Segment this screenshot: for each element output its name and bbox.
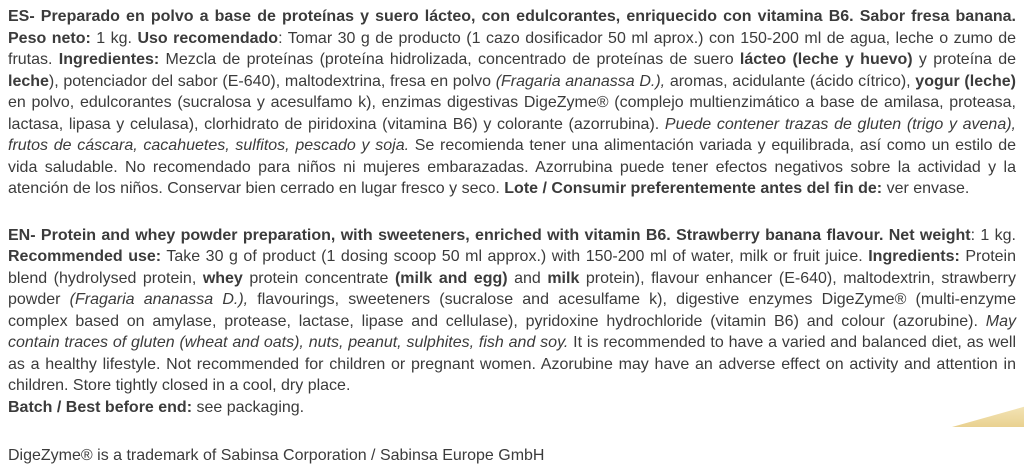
es-ingredients-paragraph: ES- Preparado en polvo a base de proteínas y suero lácteo, con edulcorantes, enriquecido con vitamina B6. Sabor fresa banana. Peso neto: 1 kg. Uso recomendado: Tomar 30 g de producto (1 cazo dosificador 50 ml aprox.) con 150-200 ml de agua, leche o zumo de frutas. Ingredientes: Mezcla de proteínas (proteína hidrolizada, concentrado de proteínas de suero lácteo (leche y huevo) y proteína de leche), potenciador del sabor (E-640), maltodextrina, fresa en polvo (Fragaria ananassa D.), aromas, acidulante (ácido cítrico), yogur (leche) en polvo, edulcorantes (sucralosa y acesulfamo k), enzimas digestivas DigeZyme® (complejo multienzimático a base de amilasa, proteasa, lactasa, lipasa y celulasa), clorhidrato de piridoxina (vitamina B6) y colorante (azorrubina). Puede contener trazas de gluten (trigo y avena), frutos de cáscara, cacahuetes, sulfitos, pescado y soja. Se recomienda tener una alimentación variada y equilibrada, así como un estilo de vida saludable. No recomendado para niños ni mujeres embarazadas. Azorrubina puede tener efectos negativos sobre la actividad y la atención de los niños. Conservar bien cerrado en lugar fresco y seco. Lote / Consumir preferentemente antes del fin de: ver envase. [8,8,1017,197]
trademark-line: DigeZyme® is a trademark of Sabinsa Corporation / Sabinsa Europe GmbH [8,447,545,464]
batch-best-before-line: Batch / Best before end: see packaging. [8,398,305,416]
en-ingredients-paragraph: EN- Protein and whey powder preparation, with sweeteners, enriched with vitamin B6. Strawberry banana flavour. Net weight: 1 kg. Recommended use: Take 30 g of product (1 dosing scoop 50 ml approx.) with 150-200 ml of water, milk or fruit juice. Ingredients: Protein blend (hydrolysed protein, whey protein concentrate (milk and egg) and milk protein), flavour enhancer (E-640), maltodextrin, strawberry powder (Fragaria ananassa D.), flavourings, sweeteners (sucralose and acesulfame k), digestive enzymes DigeZyme® (multi-enzyme complex based on amylase, protease, lactase, lipase and cellulase), pyridoxine hydrochloride (vitamin B6) and colour (azorubine). May contain traces of gluten (wheat and oats), nuts, peanut, sulphites, fish and soy. It is recommended to have a varied and balanced diet, as well as a healthy lifestyle. Not recommended for children or pregnant women. Azorubine may have an adverse effect on activity and attention in children. Store tightly closed in a cool, dry place. [8,226,1017,394]
